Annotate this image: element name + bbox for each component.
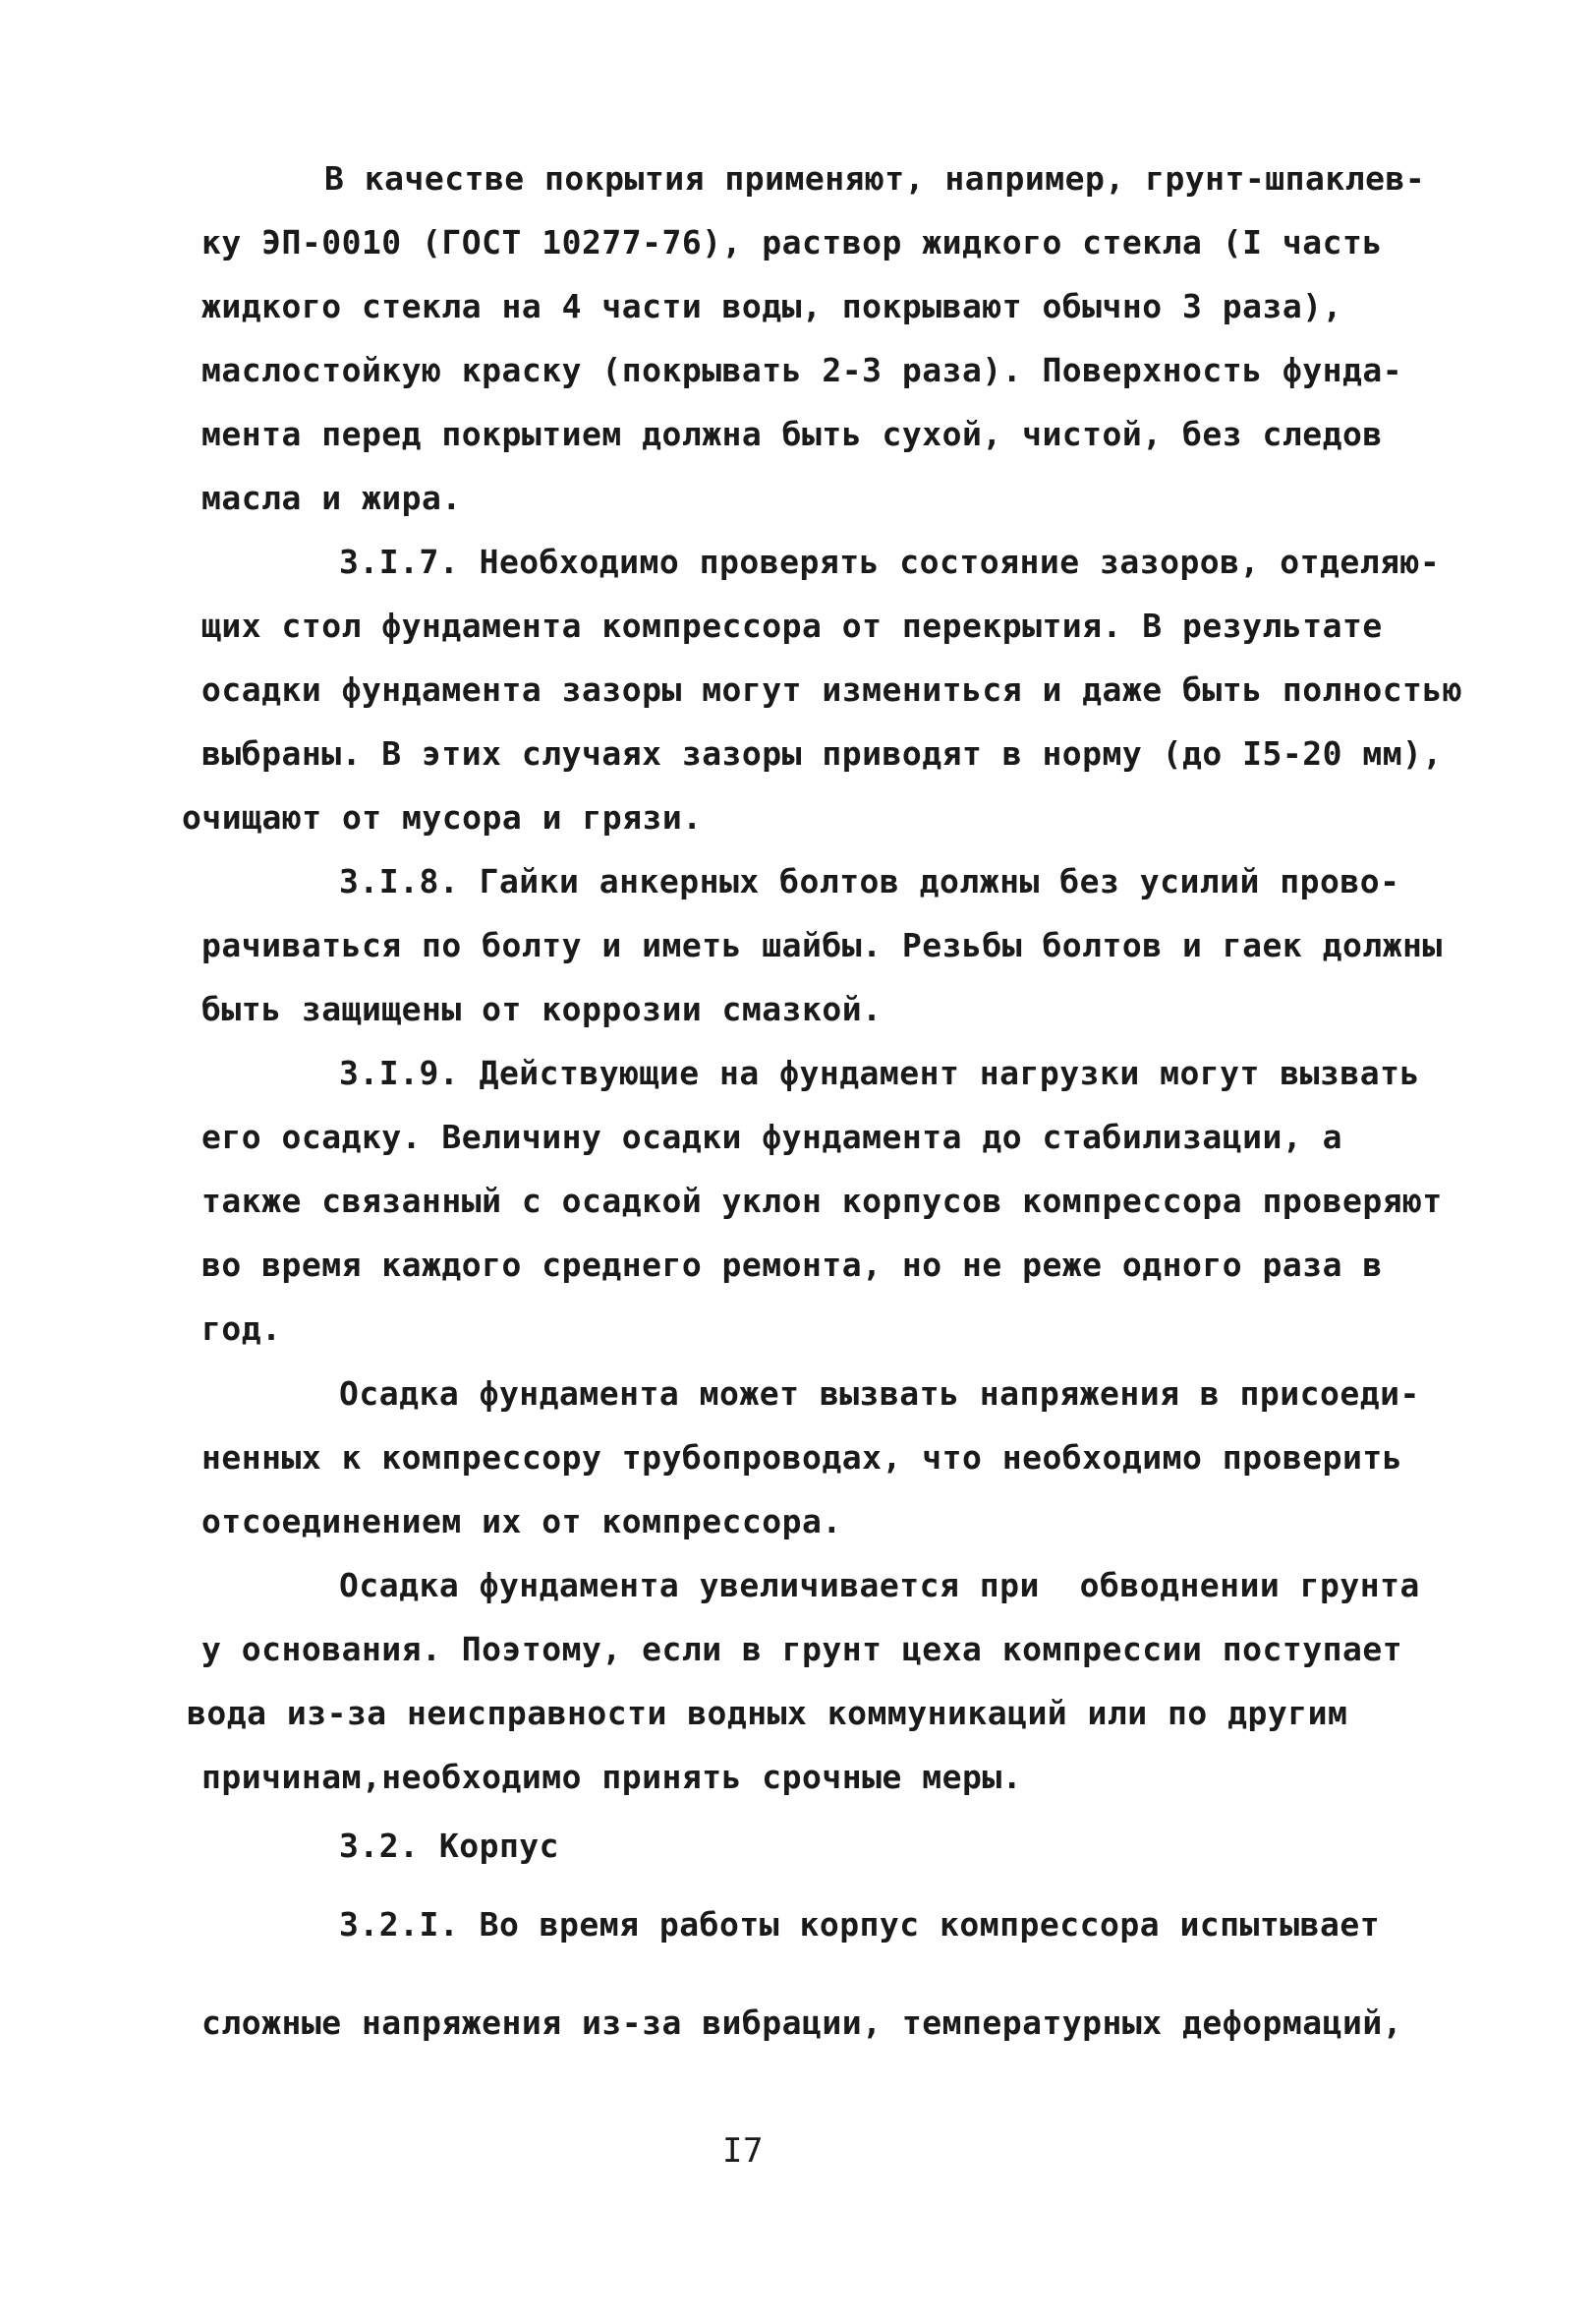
text-line: 3.I.7. Необходимо проверять состояние зазоров, отделяю- (339, 543, 1441, 581)
section-heading: 3.2. Корпус (339, 1827, 560, 1865)
text-line: год. (201, 1309, 282, 1348)
text-line: маслостойкую краску (покрывать 2-3 раза). Поверхность фунда- (201, 351, 1403, 389)
text-line: выбраны. В этих случаях зазоры приводят в норму (до I5-20 мм), (201, 734, 1443, 773)
text-line: масла и жира. (201, 479, 462, 517)
text-line: причинам,необходимо принять срочные меры. (201, 1758, 1023, 1796)
text-line: отсоединением их от компрессора. (201, 1502, 842, 1540)
page-number: I7 (722, 2131, 764, 2171)
text-line: вода из-за неисправности водных коммуникаций или по другим (187, 1694, 1348, 1732)
text-line: рачиваться по болту и иметь шайбы. Резьбы болтов и гаек должны (201, 926, 1443, 964)
text-line: во время каждого среднего ремонта, но не реже одного раза в (201, 1246, 1383, 1284)
text-line: ненных к компрессору трубопроводах, что необходимо проверить (201, 1438, 1403, 1477)
text-line: его осадку. Величину осадки фундамента до стабилизации, а (201, 1118, 1342, 1156)
text-line: сложные напряжения из-за вибрации, температурных деформаций, (201, 2003, 1403, 2042)
text-line: В качестве покрытия применяют, например, грунт-шпаклев- (324, 159, 1426, 198)
text-line: щих стол фундамента компрессора от перекрытия. В результате (201, 607, 1383, 645)
text-line: 3.2.I. Во время работы корпус компрессора испытывает (339, 1905, 1381, 1944)
text-line: у основания. Поэтому, если в грунт цеха компрессии поступает (201, 1630, 1403, 1668)
text-line: Осадка фундамента увеличивается при обводнении грунта (339, 1566, 1420, 1604)
text-line: ку ЭП-0010 (ГОСТ 10277-76), раствор жидкого стекла (I часть (201, 223, 1383, 261)
text-line: осадки фундамента зазоры могут измениться и даже быть полностью (201, 670, 1463, 709)
text-line: также связанный с осадкой уклон корпусов компрессора проверяют (201, 1182, 1443, 1220)
text-line: Осадка фундамента может вызвать напряжения в присоеди- (339, 1374, 1420, 1413)
text-line: 3.I.8. Гайки анкерных болтов должны без усилий прово- (339, 862, 1400, 900)
text-line: жидкого стекла на 4 части воды, покрывают обычно 3 раза), (201, 287, 1342, 325)
text-line: 3.I.9. Действующие на фундамент нагрузки могут вызвать (339, 1054, 1420, 1092)
text-line: очищают от мусора и грязи. (182, 798, 703, 837)
text-line: быть защищены от коррозии смазкой. (201, 990, 883, 1028)
text-line: мента перед покрытием должна быть сухой, чистой, без следов (201, 415, 1383, 453)
